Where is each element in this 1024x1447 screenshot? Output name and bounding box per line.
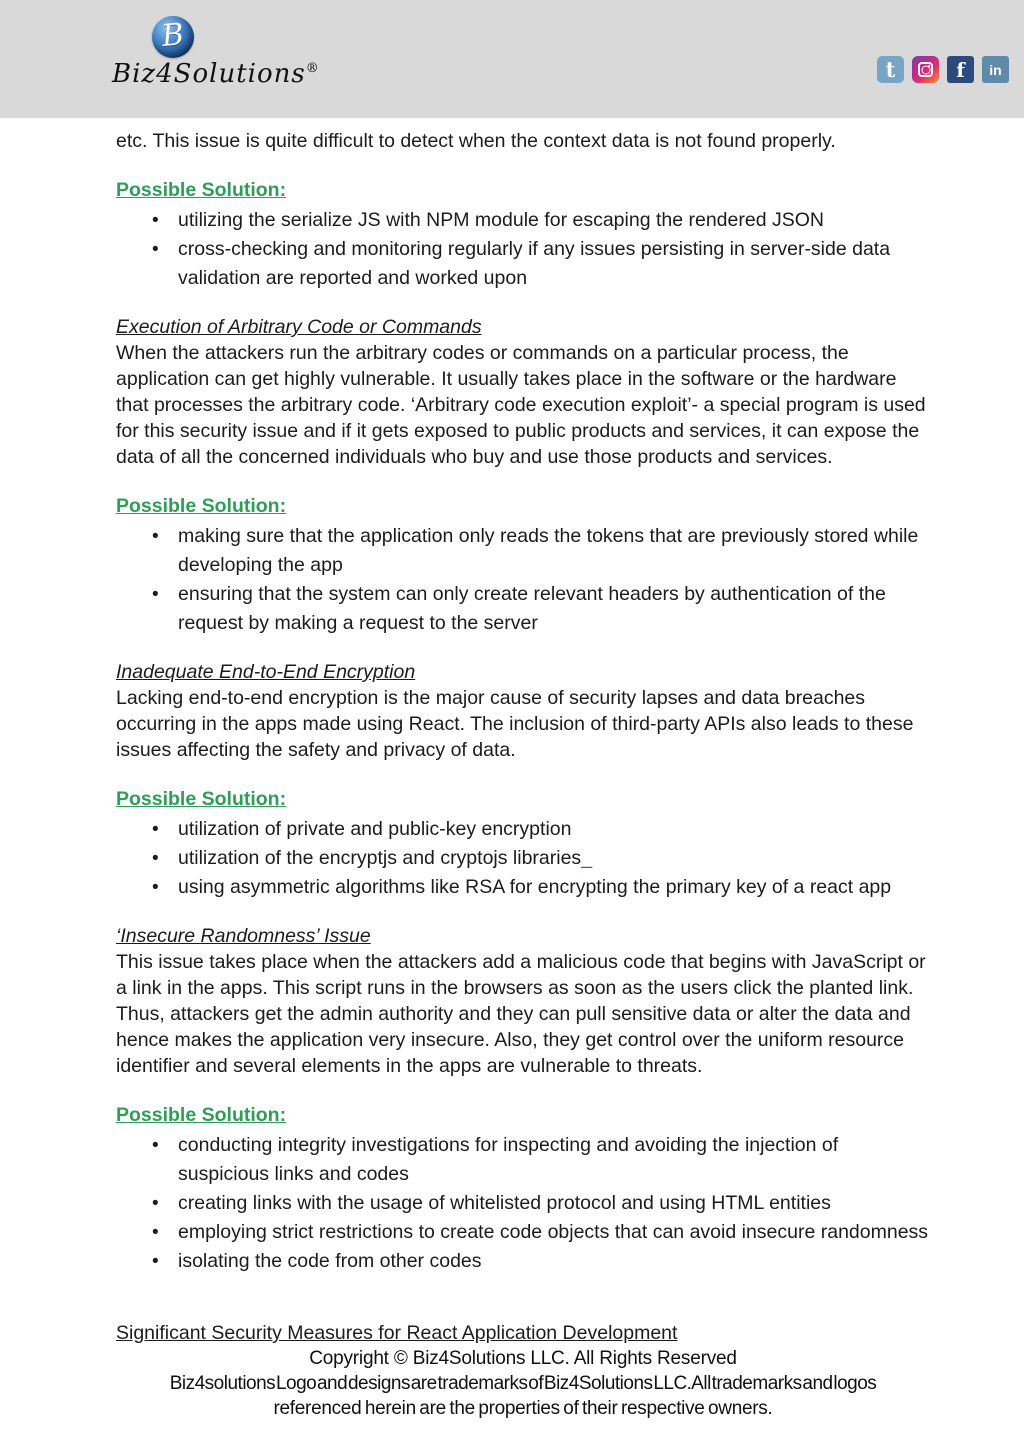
section-paragraph: This issue takes place when the attackers add a malicious code that begins with JavaScript or a link in the apps. This script runs in the browsers as soon as the users click the planted link. Thus, attackers get the admin authority and they can pull sensitive data or alter the data and hence makes the application very insecure. Also, they get control over the uniform resource identifier and several elements in the apps are vulnerable to threats. bbox=[116, 951, 926, 1077]
section-arbitrary-code bbox=[116, 314, 930, 638]
instagram-icon[interactable] bbox=[912, 56, 939, 83]
section-heading: Inadequate End-to-End Encryption bbox=[116, 661, 416, 683]
solution-item: • isolating the code from other codes bbox=[150, 1247, 930, 1276]
section-paragraph: When the attackers run the arbitrary codes or commands on a particular process, the application can get highly vulnerable. It usually takes place in the software or the hardware that processes the arbitrary code. ‘Arbitrary code execution exploit’- a special program is used for this security issue and if it gets exposed to public products and services, it can expose the data of all the concerned individuals who buy and use those products and services. bbox=[116, 342, 926, 468]
solution-item: • using asymmetric algorithms like RSA for encrypting the primary key of a react app bbox=[150, 873, 930, 902]
linkedin-glyph: in bbox=[989, 61, 1002, 78]
solution-item: • conducting integrity investigations for inspecting and avoiding the injection of suspicious links and codes bbox=[150, 1131, 930, 1189]
solution-item-text: utilization of the encryptjs and cryptojs libraries bbox=[178, 847, 582, 869]
solution-list bbox=[116, 206, 930, 293]
solution-item: • utilizing the serialize JS with NPM module for escaping the rendered JSON bbox=[150, 206, 930, 235]
solution-list bbox=[116, 815, 930, 902]
next-section-title: Significant Security Measures for React Application Development bbox=[116, 1322, 678, 1344]
possible-solution-heading: Possible Solution: bbox=[116, 495, 287, 517]
twitter-icon[interactable] bbox=[877, 56, 904, 83]
logo-monogram: B bbox=[160, 16, 186, 55]
facebook-icon[interactable] bbox=[947, 56, 974, 83]
solution-item: • ensuring that the system can only create relevant headers by authentication of the request by making a request to the server bbox=[150, 580, 930, 638]
section-insecure-randomness bbox=[116, 923, 930, 1276]
solution-item: • cross-checking and monitoring regularly if any issues persisting in server-side data validation are reported and worked upon bbox=[150, 235, 930, 293]
section-heading: ‘Insecure Randomness’ Issue bbox=[116, 925, 371, 947]
possible-solution-heading: Possible Solution: bbox=[116, 179, 287, 201]
solution-item: • utilization of private and public-key encryption bbox=[150, 815, 930, 844]
section-paragraph: Lacking end-to-end encryption is the major cause of security lapses and data breaches occurring in the apps made using React. The inclusion of third-party APIs also leads to these issues affecting the safety and privacy of data. bbox=[116, 687, 914, 761]
hyperlink-underscore[interactable]: _ bbox=[581, 847, 593, 869]
section-encryption bbox=[116, 659, 930, 902]
document-body bbox=[0, 118, 1024, 1276]
linkedin-icon[interactable] bbox=[982, 56, 1009, 83]
solution-list bbox=[116, 1131, 930, 1276]
logo-orb-icon bbox=[152, 16, 194, 58]
possible-solution-heading: Possible Solution: bbox=[116, 788, 287, 810]
registered-mark: ® bbox=[305, 61, 320, 76]
facebook-glyph: f bbox=[956, 57, 965, 82]
logo-wordmark bbox=[112, 59, 320, 89]
intro-paragraph: etc. This issue is quite difficult to detect when the context data is not found properly. bbox=[116, 130, 836, 152]
solution-item: • making sure that the application only reads the tokens that are previously stored while developing the app bbox=[150, 522, 930, 580]
twitter-glyph: t bbox=[885, 57, 896, 82]
page-header bbox=[0, 0, 1024, 118]
solution-item: • creating links with the usage of whitelisted protocol and using HTML entities bbox=[150, 1189, 930, 1218]
solution-item: • employing strict restrictions to create code objects that can avoid insecure randomness bbox=[150, 1218, 930, 1247]
possible-solution-heading: Possible Solution: bbox=[116, 1104, 287, 1126]
section-context-data bbox=[116, 177, 930, 293]
copyright-line: Copyright © Biz4Solutions LLC. All Rights Reserved bbox=[309, 1348, 737, 1369]
trademark-line-2: referenced herein are the properties of their respective owners. bbox=[273, 1398, 773, 1419]
trademark-line: Biz4solutions Logo and designs are trademarks of Biz4Solutions LLC. All trademarks and logos bbox=[169, 1373, 877, 1394]
biz4solutions-logo bbox=[112, 16, 320, 89]
page-footer bbox=[0, 1320, 1024, 1421]
section-heading: Execution of Arbitrary Code or Commands bbox=[116, 316, 482, 338]
instagram-camera-glyph bbox=[918, 62, 933, 77]
solution-item bbox=[150, 844, 930, 873]
solution-list bbox=[116, 522, 930, 638]
logo-text: Biz4Solutions bbox=[112, 59, 306, 89]
social-icons bbox=[877, 56, 1009, 83]
